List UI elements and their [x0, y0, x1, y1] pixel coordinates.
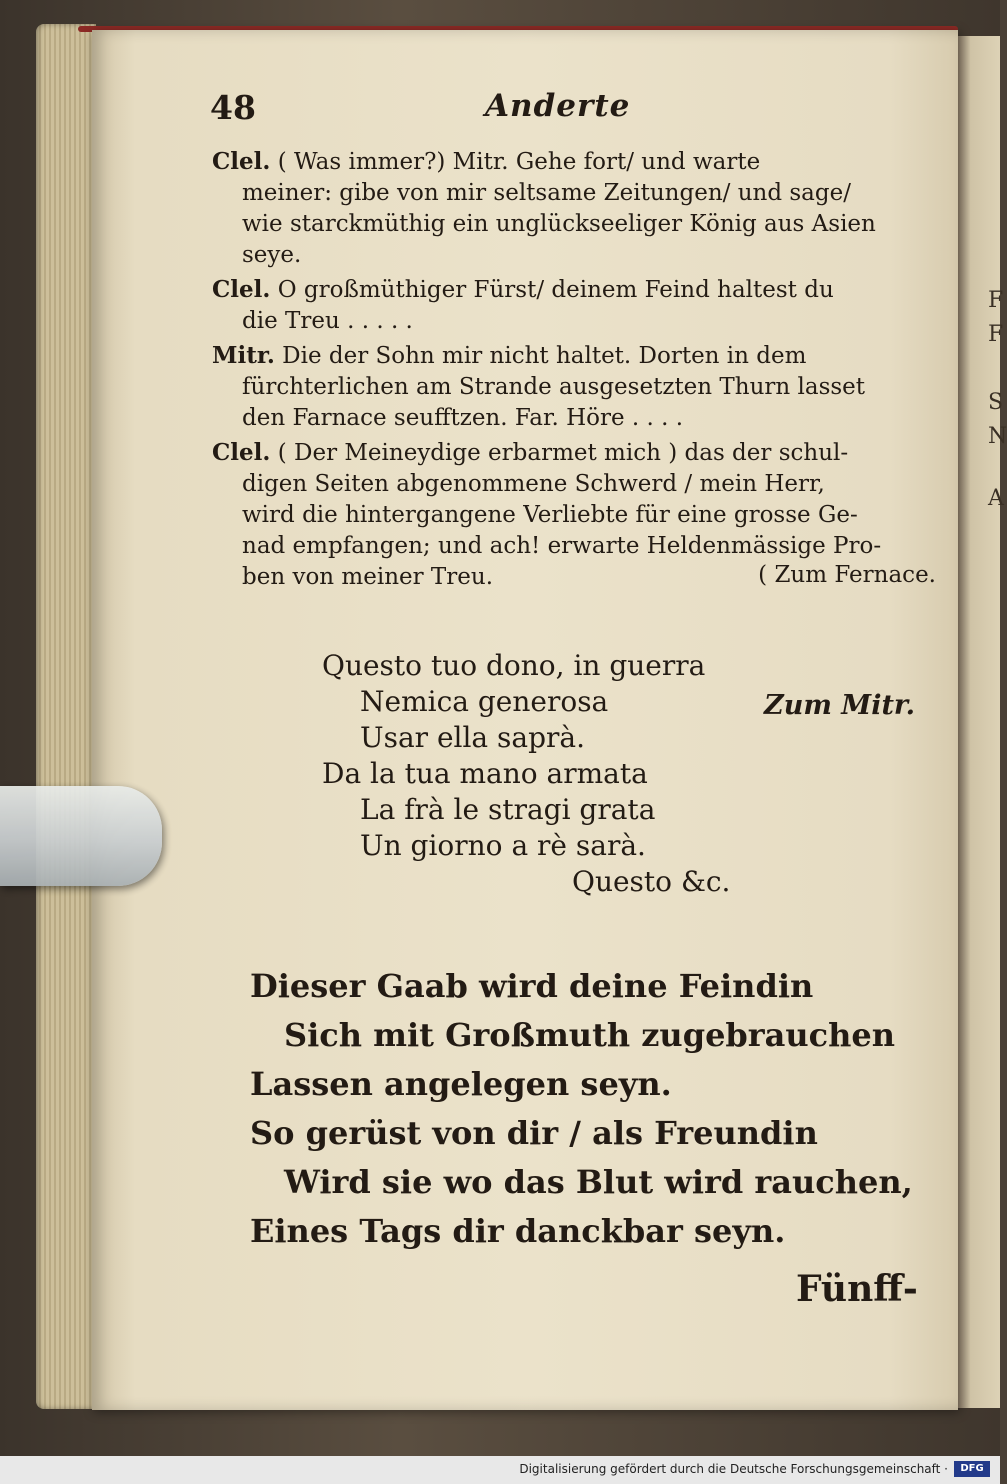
dialogue-line: ben von meiner Treu.: [242, 564, 494, 590]
facing-page-letter: N: [988, 424, 1007, 449]
verse-line: Nemica generosa: [360, 685, 609, 718]
speech: [212, 274, 942, 337]
speaker-name: Clel.: [212, 276, 271, 303]
verse-line: Dieser Gaab wird deine Feindin: [250, 967, 814, 1005]
verse-line: Questo tuo dono, in guerra: [322, 649, 706, 682]
verse-line: So gerüst von dir / als Freundin: [250, 1114, 818, 1152]
german-aria: [250, 962, 913, 1256]
dialogue-line: Clel. O großmüthiger Fürst/ deinem Feind haltest du: [212, 276, 834, 303]
verse-line: Lassen angelegen seyn.: [250, 1065, 672, 1103]
running-head: Anderte: [485, 88, 631, 124]
verse-line: Sich mit Großmuth zugebrauchen: [284, 1016, 896, 1054]
stage-direction: ( Zum Fernace.: [758, 562, 936, 588]
verse-line: Usar ella saprà.: [360, 721, 585, 754]
verse-line: Da la tua mano armata: [322, 757, 648, 790]
dialogue-line: wird die hintergangene Verliebte für eine grosse Ge-: [242, 502, 858, 528]
speaker-name: Mitr.: [212, 342, 275, 369]
dialogue-line: digen Seiten abgenommene Schwerd / mein Herr,: [242, 471, 825, 497]
dfg-logo-icon: DFG: [954, 1461, 990, 1477]
dialogue-line: den Farnace seufftzen. Far. Höre . . . .: [242, 405, 684, 431]
dialogue-line: wie starckmüthig ein unglückseeliger König aus Asien: [242, 211, 876, 237]
funding-credit: Digitalisierung gefördert durch die Deutsche Forschungsgemeinschaft ·: [519, 1462, 948, 1476]
facing-page-letter: F: [988, 288, 1004, 313]
speech: [212, 437, 942, 593]
dialogue-line: Clel. ( Der Meineydige erbarmet mich ) das der schul-: [212, 439, 849, 466]
dialogue-line: die Treu . . . . .: [242, 308, 413, 334]
speaker-name: Clel.: [212, 148, 271, 175]
verse-line: Questo &c.: [572, 865, 731, 898]
page-number: 48: [210, 88, 256, 127]
stacked-page-edges: [36, 24, 96, 1409]
footer-bar: [0, 1456, 1000, 1484]
dialogue-block: [212, 146, 942, 596]
italian-aria: [322, 648, 782, 900]
dialogue-line: seye.: [242, 242, 302, 268]
page-clip: [0, 786, 162, 886]
dialogue-line: fürchterlichen am Strande ausgesetzten Thurn lasset: [242, 374, 866, 400]
dialogue-line: Mitr. Die der Sohn mir nicht haltet. Dorten in dem: [212, 342, 807, 369]
facing-page-letter: A: [988, 486, 1004, 511]
verse-line: La frà le stragi grata: [360, 793, 656, 826]
speaker-name: Clel.: [212, 439, 271, 466]
aria-stage-direction: Zum Mitr.: [764, 690, 916, 721]
speech: [212, 340, 942, 434]
dialogue-line: Clel. ( Was immer?) Mitr. Gehe fort/ und warte: [212, 148, 761, 175]
facing-page-letter: S: [988, 390, 1004, 415]
speech: [212, 146, 942, 271]
dialogue-line: meiner: gibe von mir seltsame Zeitungen/ und sage/: [242, 180, 851, 206]
verse-line: Eines Tags dir danckbar seyn.: [250, 1212, 786, 1250]
facing-page-letter: F: [988, 322, 1004, 347]
dialogue-line: nad empfangen; und ach! erwarte Heldenmässige Pro-: [242, 533, 882, 559]
catchword: Fünff-: [796, 1268, 918, 1310]
verse-line: Un giorno a rè sarà.: [360, 829, 646, 862]
facing-page-edge: [958, 36, 1000, 1408]
verse-line: Wird sie wo das Blut wird rauchen,: [284, 1163, 913, 1201]
page-header: [210, 88, 650, 130]
